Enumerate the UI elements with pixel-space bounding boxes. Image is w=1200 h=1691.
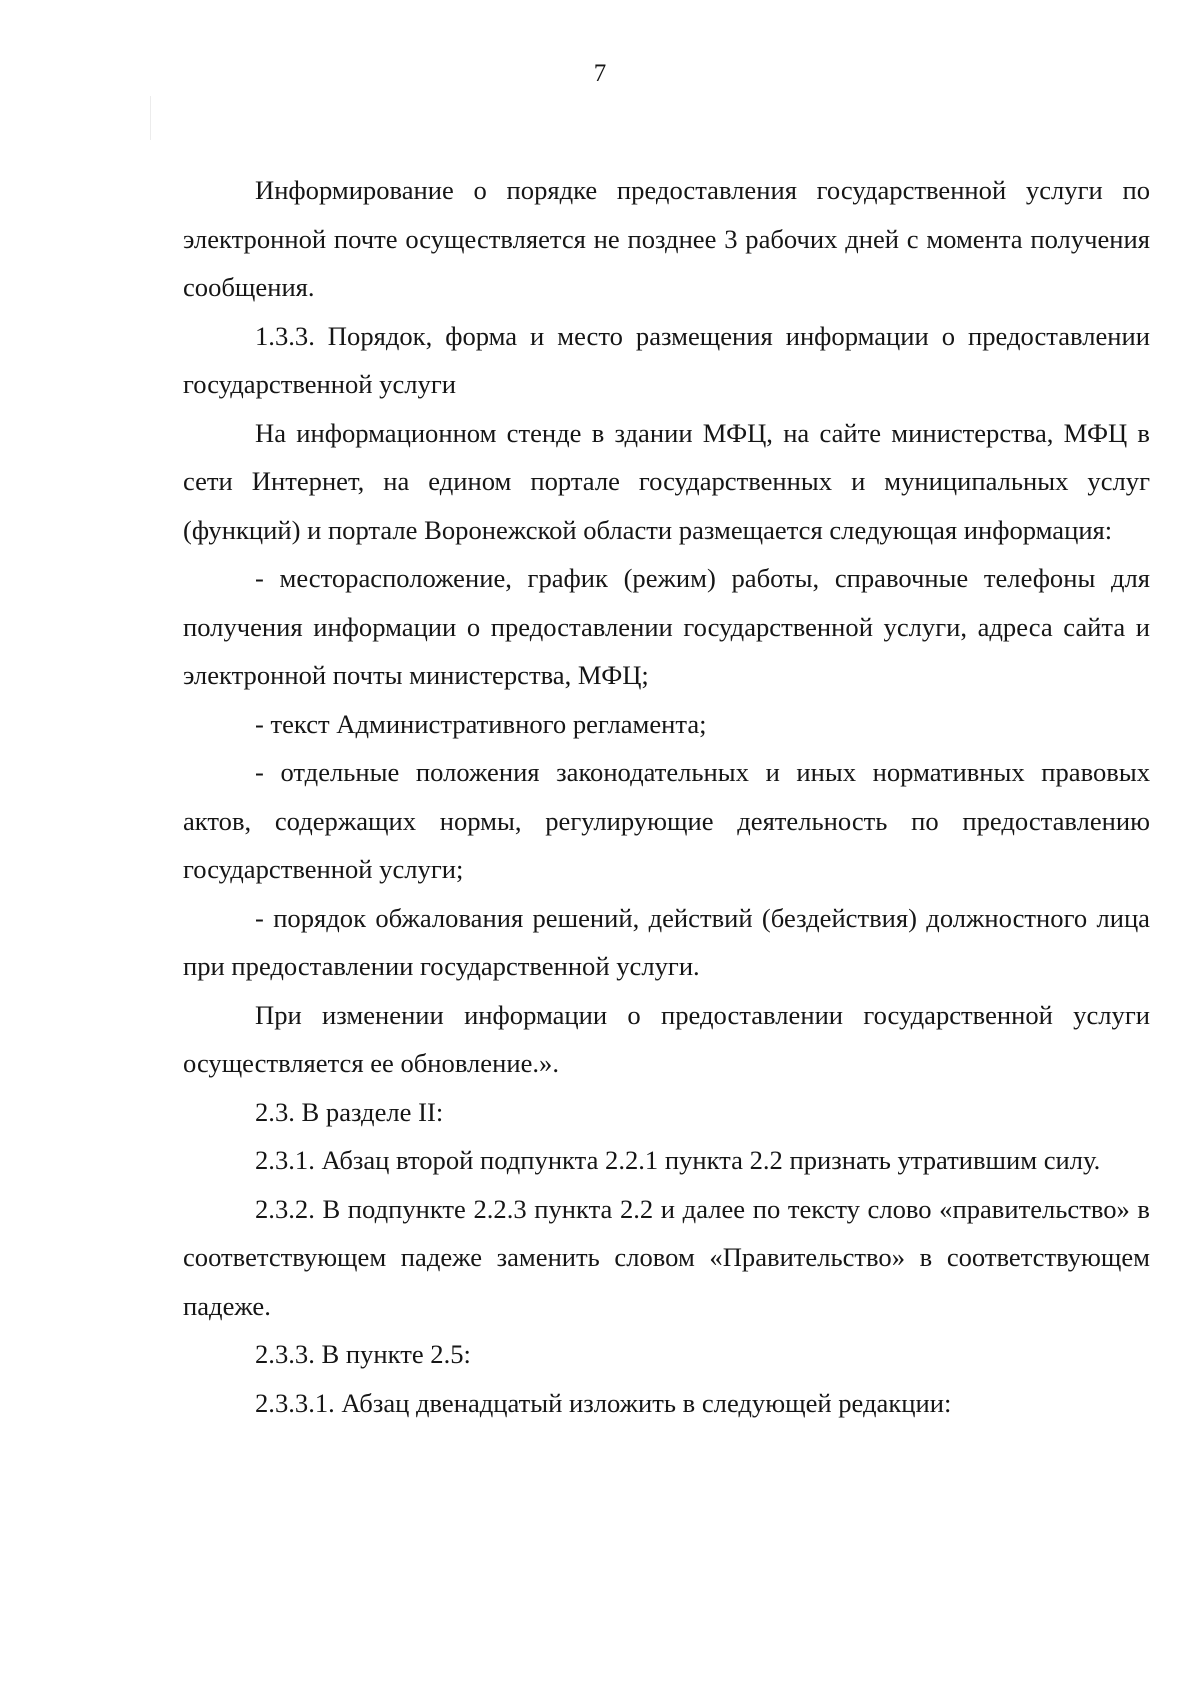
list-item-appeal-procedure: - порядок обжалования решений, действий (бездействия) должностного лица при предоставлении государственной услуги. <box>183 902 1150 981</box>
document-body <box>183 166 1150 1427</box>
page-number: 7 <box>593 60 607 87</box>
paragraph-information-update: При изменении информации о предоставлении государственной услуги осуществляется ее обновление.». <box>183 999 1150 1078</box>
paragraph-section-2-3-3-1: 2.3.3.1. Абзац двенадцатый изложить в следующей редакции: <box>255 1387 952 1418</box>
list-item-legal-provisions: - отдельные положения законодательных и иных нормативных правовых актов, содержащих нормы, регулирующие деятельность по предоставлению государственной услуги; <box>183 757 1150 884</box>
scan-mark <box>150 96 151 140</box>
paragraph-email-informing: Информирование о порядке предоставления государственной услуги по электронной почте осуществляется не позднее 3 рабочих дней с момента получения сообщения. <box>183 175 1150 302</box>
paragraph-section-2-3-3: 2.3.3. В пункте 2.5: <box>255 1339 471 1369</box>
paragraph-section-2-3-2: 2.3.2. В подпункте 2.2.3 пункта 2.2 и далее по тексту слово «правительство» в соответствующем падеже заменить словом «Правительство» в соответствующем падеже. <box>183 1193 1150 1321</box>
paragraph-section-2-3: 2.3. В разделе II: <box>255 1096 444 1127</box>
list-item-location-schedule: - месторасположение, график (режим) работы, справочные телефоны для получения информации о предоставлении государственной услуги, адреса сайта и электронной почты министерства, МФЦ; <box>183 563 1150 690</box>
paragraph-section-1-3-3: 1.3.3. Порядок, форма и место размещения информации о предоставлении государственной услуги <box>183 320 1150 399</box>
paragraph-information-placement: На информационном стенде в здании МФЦ, на сайте министерства, МФЦ в сети Интернет, на едином портале государственных и муниципальных услуг (функций) и портале Воронежской области размещается следующая информация: <box>183 417 1150 545</box>
list-item-regulation-text: - текст Административного регламента; <box>255 708 707 739</box>
paragraph-section-2-3-1: 2.3.1. Абзац второй подпункта 2.2.1 пункта 2.2 признать утратившим силу. <box>255 1145 1101 1175</box>
